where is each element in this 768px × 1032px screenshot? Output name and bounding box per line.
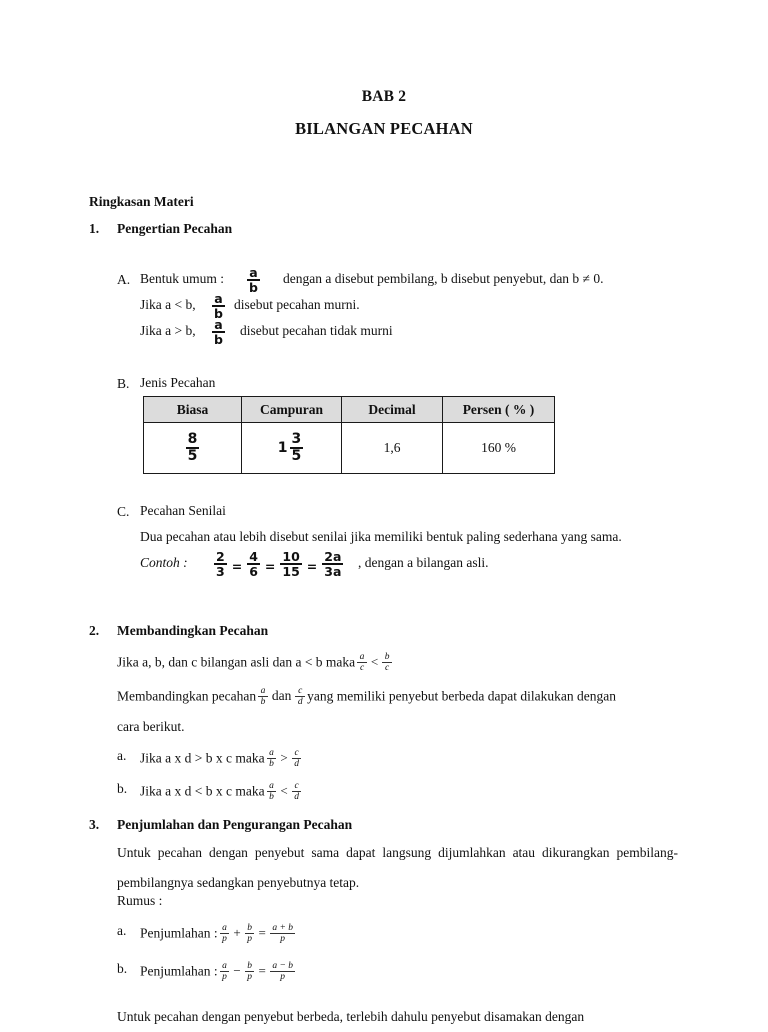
equals-sign: = xyxy=(264,559,276,575)
rumus-label: Rumus : xyxy=(117,893,163,908)
formula-b xyxy=(140,961,297,983)
fraction-a-over-b: $\frac{a}{b}$ xyxy=(258,686,268,708)
section-2-number: 2. xyxy=(89,623,100,638)
table-header-row xyxy=(144,397,555,423)
fraction-b-over-c: $\frac{b}{c}$ xyxy=(382,652,392,674)
equals-sign: = xyxy=(258,963,266,979)
section-2-line-2-tail: yang memiliki penyebut berbeda dapat dilakukan dengan xyxy=(307,688,616,704)
mixed-whole-part: 1 xyxy=(277,440,288,456)
fraction-10-over-15: $\frac{10}{15}$ xyxy=(282,549,300,580)
equals-sign: = xyxy=(231,559,243,575)
rule-a xyxy=(140,748,303,770)
fraction-4-over-6: $\frac{4}{6}$ xyxy=(249,549,258,580)
fraction-a-plus-b-over-p: $\frac{a + b}{p}$ xyxy=(270,923,296,945)
item-a-marker: A. xyxy=(117,272,131,287)
fraction-a-over-b: $\frac{a}{b}$ xyxy=(214,291,223,322)
page-title: BAB 2 xyxy=(361,88,407,105)
contoh-label: Contoh : xyxy=(140,555,188,570)
cell-decimal: 1,6 xyxy=(342,423,443,474)
fraction-a-over-b: $\frac{a}{b}$ xyxy=(267,781,277,803)
fraction-a-over-b: $\frac{a}{b}$ xyxy=(214,317,223,348)
formula-b-marker: b. xyxy=(117,961,128,976)
fraction-3-over-5: $\frac{3}{5}$ xyxy=(291,431,302,464)
formula-b-label: Penjumlahan : xyxy=(140,963,218,979)
greater-than-sign: > xyxy=(280,750,288,766)
page-subtitle: BILANGAN PECAHAN xyxy=(295,119,473,138)
fraction-c-over-d: $\frac{c}{d}$ xyxy=(295,686,305,708)
section-2-line-1 xyxy=(117,652,394,674)
fraction-2a-over-3a: $\frac{2a}{3a}$ xyxy=(324,549,342,580)
section-2-line-2-lead: Membandingkan pecahan xyxy=(117,688,257,704)
fraction-a-over-b: $\frac{a}{b}$ xyxy=(249,265,258,296)
formula-a-label: Penjumlahan : xyxy=(140,925,218,941)
fraction-2-over-3: $\frac{2}{3}$ xyxy=(216,549,225,580)
cell-persen: 160 % xyxy=(443,423,555,474)
cell-biasa xyxy=(144,423,242,474)
summary-heading: Ringkasan Materi xyxy=(89,194,194,209)
rule-b xyxy=(140,781,303,803)
rule-a-marker: a. xyxy=(117,748,127,763)
item-a-label: Bentuk umum : xyxy=(140,271,224,286)
section-3-closing-paragraph: Untuk pecahan dengan penyebut berbeda, terlebih dahulu penyebut disamakan dengan xyxy=(117,1009,585,1024)
section-3-paragraph: Untuk pecahan dengan penyebut sama dapat langsung dijumlahkan atau dikurangkan pembilang-pembilangnya sedangkan penyebutnya tetap. xyxy=(117,845,678,890)
item-a-line-2-fraction xyxy=(210,318,227,346)
item-a-fraction xyxy=(245,266,262,294)
equals-sign: = xyxy=(258,925,266,941)
section-2-line-3: cara berikut. xyxy=(117,719,185,734)
fraction-a-over-c: $\frac{a}{c}$ xyxy=(357,652,367,674)
rule-a-lead: Jika a x d > b x c maka xyxy=(140,750,265,766)
rule-b-lead: Jika a x d < b x c maka xyxy=(140,783,265,799)
column-header-biasa: Biasa xyxy=(144,397,242,423)
item-a-line-2-lead: Jika a > b, xyxy=(140,323,196,338)
plus-sign: + xyxy=(233,925,241,941)
jenis-pecahan-table xyxy=(143,396,555,474)
minus-sign: − xyxy=(233,963,241,979)
item-c-label: Pecahan Senilai xyxy=(140,503,226,518)
fraction-8-over-5: $\frac{8}{5}$ xyxy=(187,431,198,464)
item-c-body: Dua pecahan atau lebih disebut senilai jika memiliki bentuk paling sederhana yang sama. xyxy=(140,529,622,544)
fraction-a-over-p: $\frac{a}{p}$ xyxy=(220,923,230,945)
item-a-line-2-tail: disebut pecahan tidak murni xyxy=(240,323,393,338)
section-3-number: 3. xyxy=(89,817,100,832)
rule-b-marker: b. xyxy=(117,781,128,796)
senilai-example xyxy=(212,550,345,578)
item-c-marker: C. xyxy=(117,504,130,519)
fraction-a-over-b: $\frac{a}{b}$ xyxy=(267,748,277,770)
equals-sign: = xyxy=(306,559,318,575)
fraction-c-over-d: $\frac{c}{d}$ xyxy=(292,781,302,803)
column-header-decimal: Decimal xyxy=(342,397,443,423)
section-3-heading: Penjumlahan dan Pengurangan Pecahan xyxy=(117,817,353,832)
less-than-sign: < xyxy=(280,783,288,799)
section-2-line-2 xyxy=(117,686,616,708)
formula-a-marker: a. xyxy=(117,923,127,938)
section-1-number: 1. xyxy=(89,221,100,236)
item-a-tail: dengan a disebut pembilang, b disebut penyebut, dan b ≠ 0. xyxy=(283,271,604,286)
section-2-line-2-mid: dan xyxy=(271,688,292,703)
item-a-line-1-lead: Jika a < b, xyxy=(140,297,196,312)
fraction-a-minus-b-over-p: $\frac{a - b}{p}$ xyxy=(270,961,296,983)
item-a-line-1-tail: disebut pecahan murni. xyxy=(234,297,360,312)
less-than-sign: < xyxy=(370,654,379,670)
item-b-label: Jenis Pecahan xyxy=(140,375,216,390)
section-2-line-1-lead: Jika a, b, dan c bilangan asli dan a < b maka xyxy=(117,654,356,670)
formula-a xyxy=(140,923,297,945)
section-2-heading: Membandingkan Pecahan xyxy=(117,623,269,638)
fraction-b-over-p: $\frac{b}{p}$ xyxy=(245,961,255,983)
section-1-heading: Pengertian Pecahan xyxy=(117,221,233,236)
column-header-persen: Persen ( % ) xyxy=(443,397,555,423)
item-a-line-1-fraction xyxy=(210,292,227,320)
fraction-a-over-p: $\frac{a}{p}$ xyxy=(220,961,230,983)
item-c-example-tail: , dengan a bilangan asli. xyxy=(358,555,489,570)
fraction-c-over-d: $\frac{c}{d}$ xyxy=(292,748,302,770)
fraction-b-over-p: $\frac{b}{p}$ xyxy=(245,923,255,945)
cell-campuran xyxy=(242,423,342,474)
item-b-marker: B. xyxy=(117,376,130,391)
table-row xyxy=(144,423,555,474)
column-header-campuran: Campuran xyxy=(242,397,342,423)
